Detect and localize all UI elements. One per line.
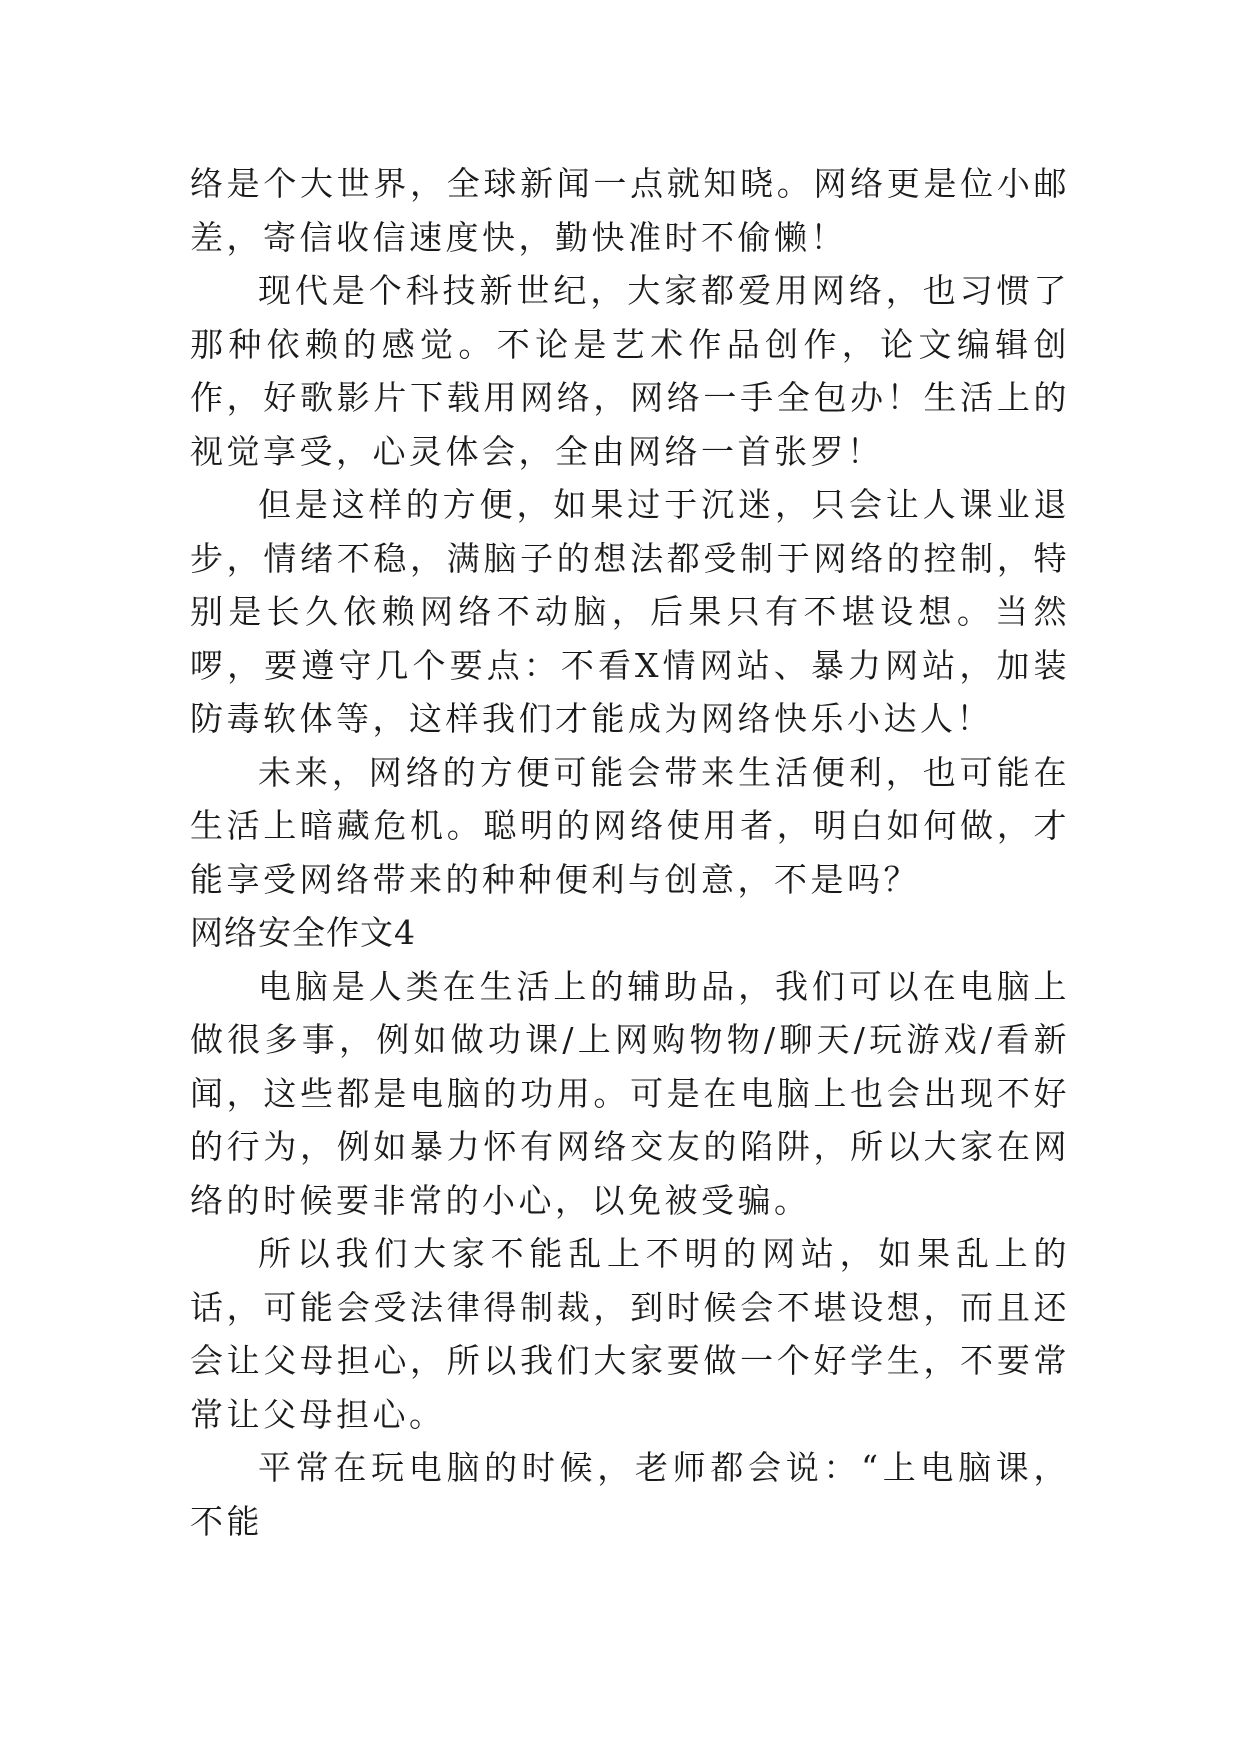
paragraph: 电脑是人类在生活上的辅助品，我们可以在电脑上做很多事，例如做功课/上网购物物/聊天/玩游戏/看新闻，这些都是电脑的功用。可是在电脑上也会出现不好的行为，例如暴力怀有网络交友的陷阱，所以大家在网络的时候要非常的小心，以免被受骗。 [190,966,1070,1220]
paragraph: 平常在玩电脑的时候，老师都会说：“上电脑课，不能 [190,1448,1070,1541]
document-body [190,157,1070,1548]
paragraph: 未来，网络的方便可能会带来生活便利，也可能在生活上暗藏危机。聪明的网络使用者，明白如何做，才能享受网络带来的种种便利与创意，不是吗？ [190,752,1070,899]
section-heading: 网络安全作文4 [190,913,416,952]
paragraph: 所以我们大家不能乱上不明的网站，如果乱上的话，可能会受法律得制裁，到时候会不堪设想，而且还会让父母担心，所以我们大家要做一个好学生，不要常常让父母担心。 [190,1234,1070,1434]
paragraph: 络是个大世界，全球新闻一点就知晓。网络更是位小邮差，寄信收信速度快，勤快准时不偷懒！ [190,164,1070,257]
paragraph: 现代是个科技新世纪，大家都爱用网络，也习惯了那种依赖的感觉。不论是艺术作品创作，论文编辑创作，好歌影片下载用网络，网络一手全包办！生活上的视觉享受，心灵体会，全由网络一首张罗！ [190,271,1070,471]
paragraph: 但是这样的方便，如果过于沉迷，只会让人课业退步，情绪不稳，满脑子的想法都受制于网络的控制，特别是长久依赖网络不动脑，后果只有不堪设想。当然啰，要遵守几个要点：不看X情网站、暴力网站，加装防毒软体等，这样我们才能成为网络快乐小达人！ [190,485,1070,738]
